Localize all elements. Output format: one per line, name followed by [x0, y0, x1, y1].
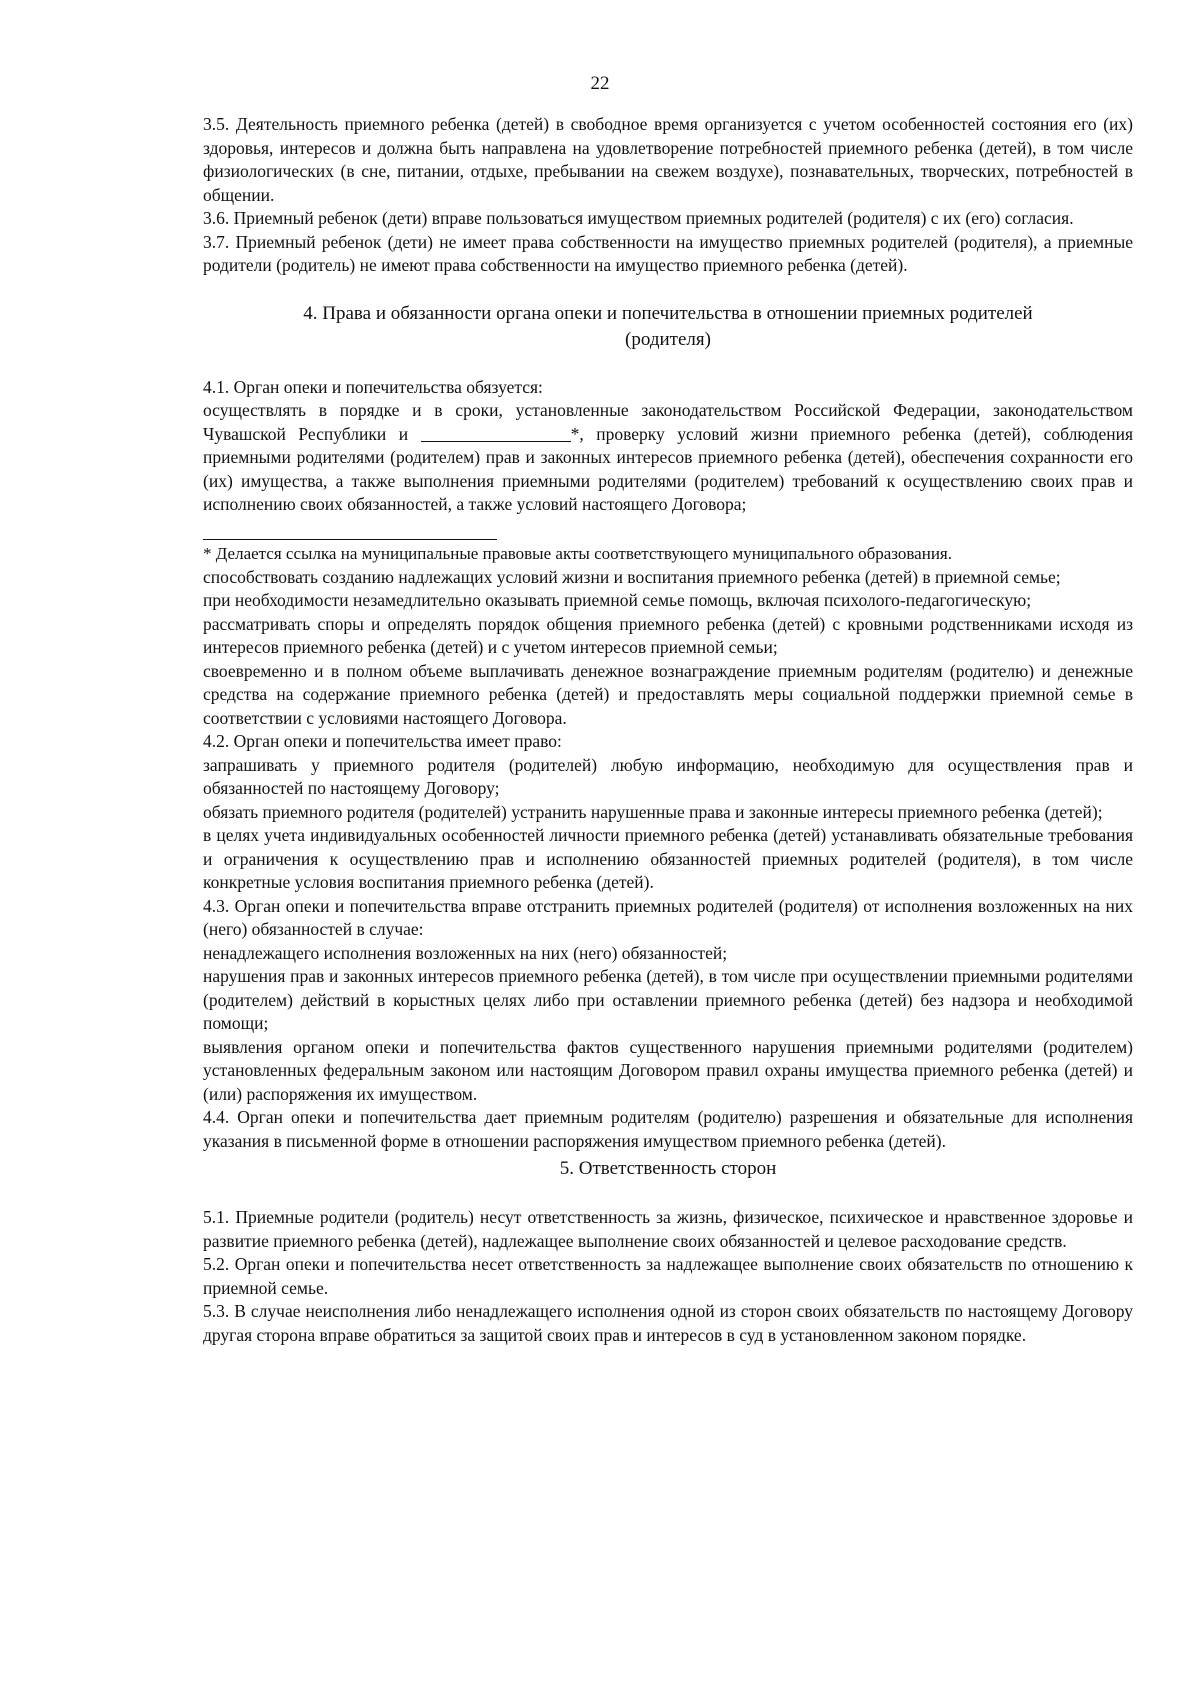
paragraph-4-3-intro: 4.3. Орган опеки и попечительства вправе отстранить приемных родителей (родителя) от исполнения возложенных на них (него) обязанностей в случае:: [203, 895, 1133, 939]
paragraph-4-1-d: рассматривать споры и определять порядок общения приемного ребенка (детей) с кровными родственниками исходя из интересов приемного ребенка (детей) и с учетом интересов приемной семьи;: [203, 613, 1133, 657]
section-4-heading-line1: 4. Права и обязанности органа опеки и попечительства в отношении приемных родителей: [303, 302, 1033, 324]
paragraph-4-3-c: выявления органом опеки и попечительства фактов существенного нарушения приемными родителями (родителем) установленных федеральным законом или настоящим Договором правил охраны имущества приемного ребенка (детей) и (или) распоряжения их имуществом.: [203, 1036, 1133, 1104]
paragraph-4-2-a: запрашивать у приемного родителя (родителей) любую информацию, необходимую для осуществления прав и обязанностей по настоящему Договору;: [203, 754, 1133, 798]
paragraph-4-1-a-start: осуществлять в порядке и в сроки, установленные законодательством Российской Федерации, законодательством Чувашской Республики и: [203, 400, 1133, 444]
paragraph-4-2-b: обязать приемного родителя (родителей) устранить нарушенные права и законные интересы приемного ребенка (детей);: [203, 801, 1103, 822]
paragraph-3-5: 3.5. Деятельность приемного ребенка (детей) в свободное время организуется с учетом особенностей состояния его (их) здоровья, интересов и должна быть направлена на удовлетворение потребностей приемного ребенка (детей), в том числе физиологических (в сне, питании, отдыхе, пребывании на свежем воздухе), познавательных, творческих, потребностей в общении.: [203, 114, 1133, 205]
paragraph-4-1-a: [203, 399, 1133, 517]
paragraph-5-3: 5.3. В случае неисполнения либо ненадлежащего исполнения одной из сторон своих обязательств по настоящему Договору другая сторона вправе обратиться за защитой своих прав и интересов в суд в установленном законом порядке.: [203, 1301, 1133, 1345]
paragraph-4-3-a: ненадлежащего исполнения возложенных на них (него) обязанностей;: [203, 942, 728, 963]
fill-in-blank: [421, 423, 571, 442]
paragraph-5-2: 5.2. Орган опеки и попечительства несет ответственность за надлежащее выполнение своих обязательств по отношению к приемной семье.: [203, 1254, 1133, 1298]
paragraph-4-1-intro: 4.1. Орган опеки и попечительства обязуется:: [203, 376, 543, 397]
page-number: 22: [590, 73, 610, 94]
paragraph-4-1-b: способствовать созданию надлежащих условий жизни и воспитания приемного ребенка (детей) в приемной семье;: [203, 566, 1061, 587]
footnote: * Делается ссылка на муниципальные правовые акты соответствующего муниципального образования.: [203, 543, 952, 563]
paragraph-4-2-intro: 4.2. Орган опеки и попечительства имеет право:: [203, 731, 562, 751]
paragraph-4-1-a-end: *, проверку условий жизни приемного ребенка (детей), соблюдения приемными родителями (родителем) прав и законных интересов приемного ребенка (детей), обеспечения сохранности его (их) имущества, а также выполнения приемными родителями (родителем) требований к осуществлению своих прав и исполнению своих обязанностей, а также условий настоящего Договора;: [203, 423, 1133, 514]
document-body: [203, 113, 1133, 1347]
paragraph-5-1: 5.1. Приемные родители (родитель) несут ответственность за жизнь, физическое, психическое и нравственное здоровье и развитие приемного ребенка (детей), надлежащее выполнение своих обязанностей и целевое расходование средств.: [203, 1207, 1133, 1251]
paragraph-4-3-b: нарушения прав и законных интересов приемного ребенка (детей), в том числе при осуществлении приемными родителями (родителем) действий в корыстных целях либо при оставлении приемного ребенка (детей) без надзора и необходимой помощи;: [203, 966, 1133, 1033]
paragraph-4-1-c: при необходимости незамедлительно оказывать приемной семье помощь, включая психолого-педагогическую;: [203, 590, 1032, 610]
section-4-heading-line2: (родителя): [625, 328, 711, 350]
paragraph-4-1-e: своевременно и в полном объеме выплачивать денежное вознаграждение приемным родителям (родителю) и денежные средства на содержание приемного ребенка (детей) и предоставлять меры социальной поддержки приемной семье в соответствии с условиями настоящего Договора.: [203, 660, 1133, 728]
section-5-heading: 5. Ответственность сторон: [559, 1158, 777, 1179]
paragraph-4-4: 4.4. Орган опеки и попечительства дает приемным родителям (родителю) разрешения и обязательные для исполнения указания в письменной форме в отношении распоряжения имуществом приемного ребенка (детей).: [203, 1107, 1133, 1151]
paragraph-3-6: 3.6. Приемный ребенок (дети) вправе пользоваться имуществом приемных родителей (родителя) с их (его) согласия.: [203, 208, 1074, 228]
footnote-divider: [203, 539, 497, 540]
section-4-heading: [203, 301, 1133, 353]
paragraph-4-2-c: в целях учета индивидуальных особенностей личности приемного ребенка (детей) устанавливать обязательные требования и ограничения к осуществлению прав и исполнению обязанностей приемных родителей (родителя), в том числе конкретные условия воспитания приемного ребенка (детей).: [203, 825, 1133, 892]
paragraph-3-7: 3.7. Приемный ребенок (дети) не имеет права собственности на имущество приемных родителей (родителя), а приемные родители (родитель) не имеют права собственности на имущество приемного ребенка (детей).: [203, 231, 1133, 275]
